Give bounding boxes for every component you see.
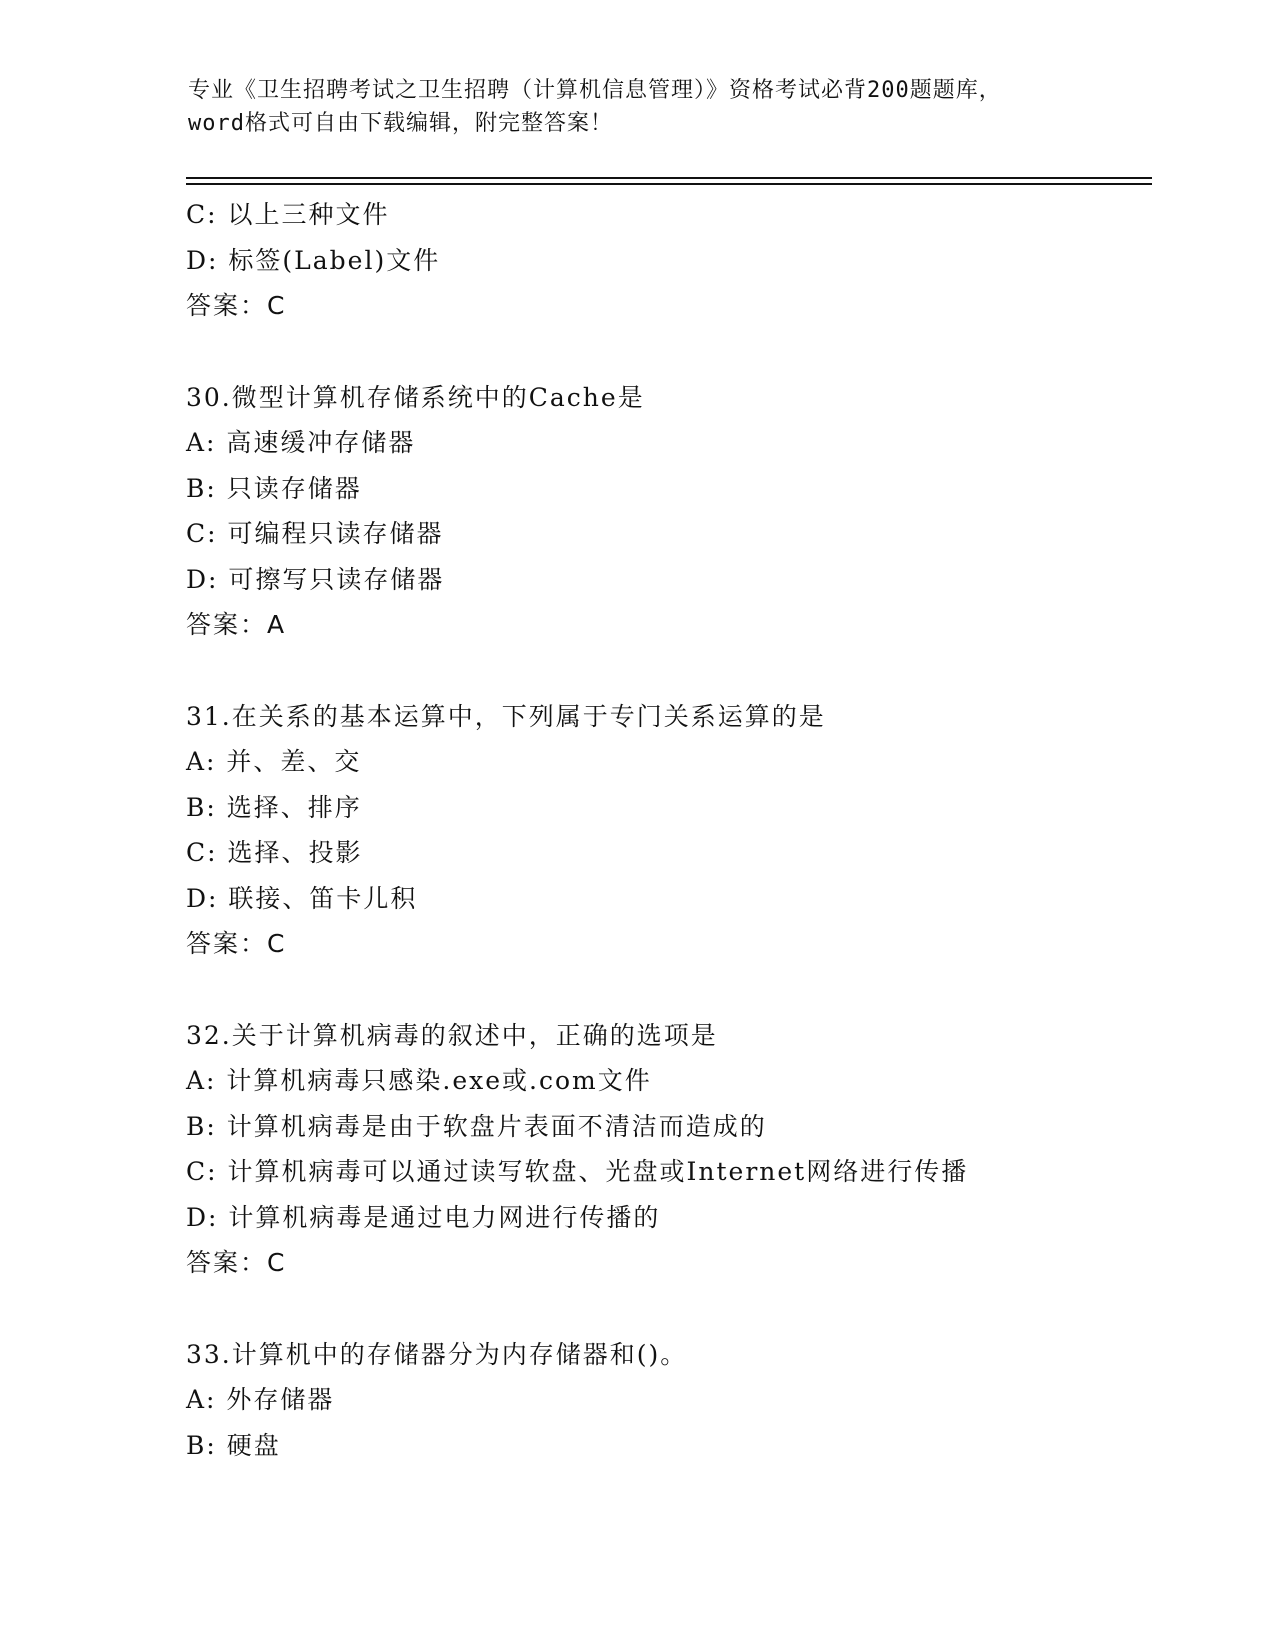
- option-c: C: 选择、投影: [186, 838, 363, 867]
- block-spacer: [186, 329, 1146, 375]
- option-a: A: 并、差、交: [186, 747, 362, 776]
- question-list: [186, 192, 1146, 1468]
- question-block: [186, 1332, 1146, 1469]
- option-a: A: 外存储器: [186, 1385, 335, 1414]
- question-block: [186, 192, 1146, 329]
- option-b: B: 选择、排序: [186, 792, 362, 822]
- header-line-2: word格式可自由下载编辑，附完整答案！: [188, 111, 613, 136]
- question-block: [186, 1013, 1146, 1287]
- answer-line: 答案：A: [186, 610, 287, 639]
- option-d: D: 可擦写只读存储器: [186, 564, 445, 594]
- question-block: [186, 694, 1146, 968]
- option-c: C: 以上三种文件: [186, 200, 390, 229]
- option-d: D: 计算机病毒是通过电力网进行传播的: [186, 1202, 661, 1232]
- answer-line: 答案：C: [186, 929, 287, 958]
- option-b: B: 计算机病毒是由于软盘片表面不清洁而造成的: [186, 1111, 767, 1141]
- document-header: [188, 74, 1148, 140]
- option-c: C: 计算机病毒可以通过读写软盘、光盘或Internet网络进行传播: [186, 1157, 969, 1186]
- question-stem: 33.计算机中的存储器分为内存储器和()。: [186, 1339, 688, 1369]
- answer-line: 答案：C: [186, 1248, 287, 1277]
- question-stem: 31.在关系的基本运算中，下列属于专门关系运算的是: [186, 701, 826, 731]
- option-b: B: 只读存储器: [186, 473, 362, 503]
- option-b: B: 硬盘: [186, 1430, 281, 1460]
- block-spacer: [186, 967, 1146, 1013]
- question-stem: 32.关于计算机病毒的叙述中，正确的选项是: [186, 1020, 718, 1050]
- header-divider-top: [186, 177, 1152, 179]
- header-divider-bottom: [186, 183, 1152, 185]
- option-d: D: 标签(Label)文件: [186, 245, 441, 275]
- header-line-1: 专业《卫生招聘考试之卫生招聘（计算机信息管理）》资格考试必背200题题库，: [188, 78, 1002, 103]
- answer-line: 答案：C: [186, 291, 287, 320]
- option-c: C: 可编程只读存储器: [186, 519, 444, 548]
- option-a: A: 计算机病毒只感染.exe或.com文件: [186, 1066, 652, 1095]
- question-stem: 30.微型计算机存储系统中的Cache是: [186, 382, 645, 412]
- question-block: [186, 375, 1146, 649]
- option-a: A: 高速缓冲存储器: [186, 428, 416, 457]
- option-d: D: 联接、笛卡儿积: [186, 883, 418, 913]
- block-spacer: [186, 1286, 1146, 1332]
- block-spacer: [186, 648, 1146, 694]
